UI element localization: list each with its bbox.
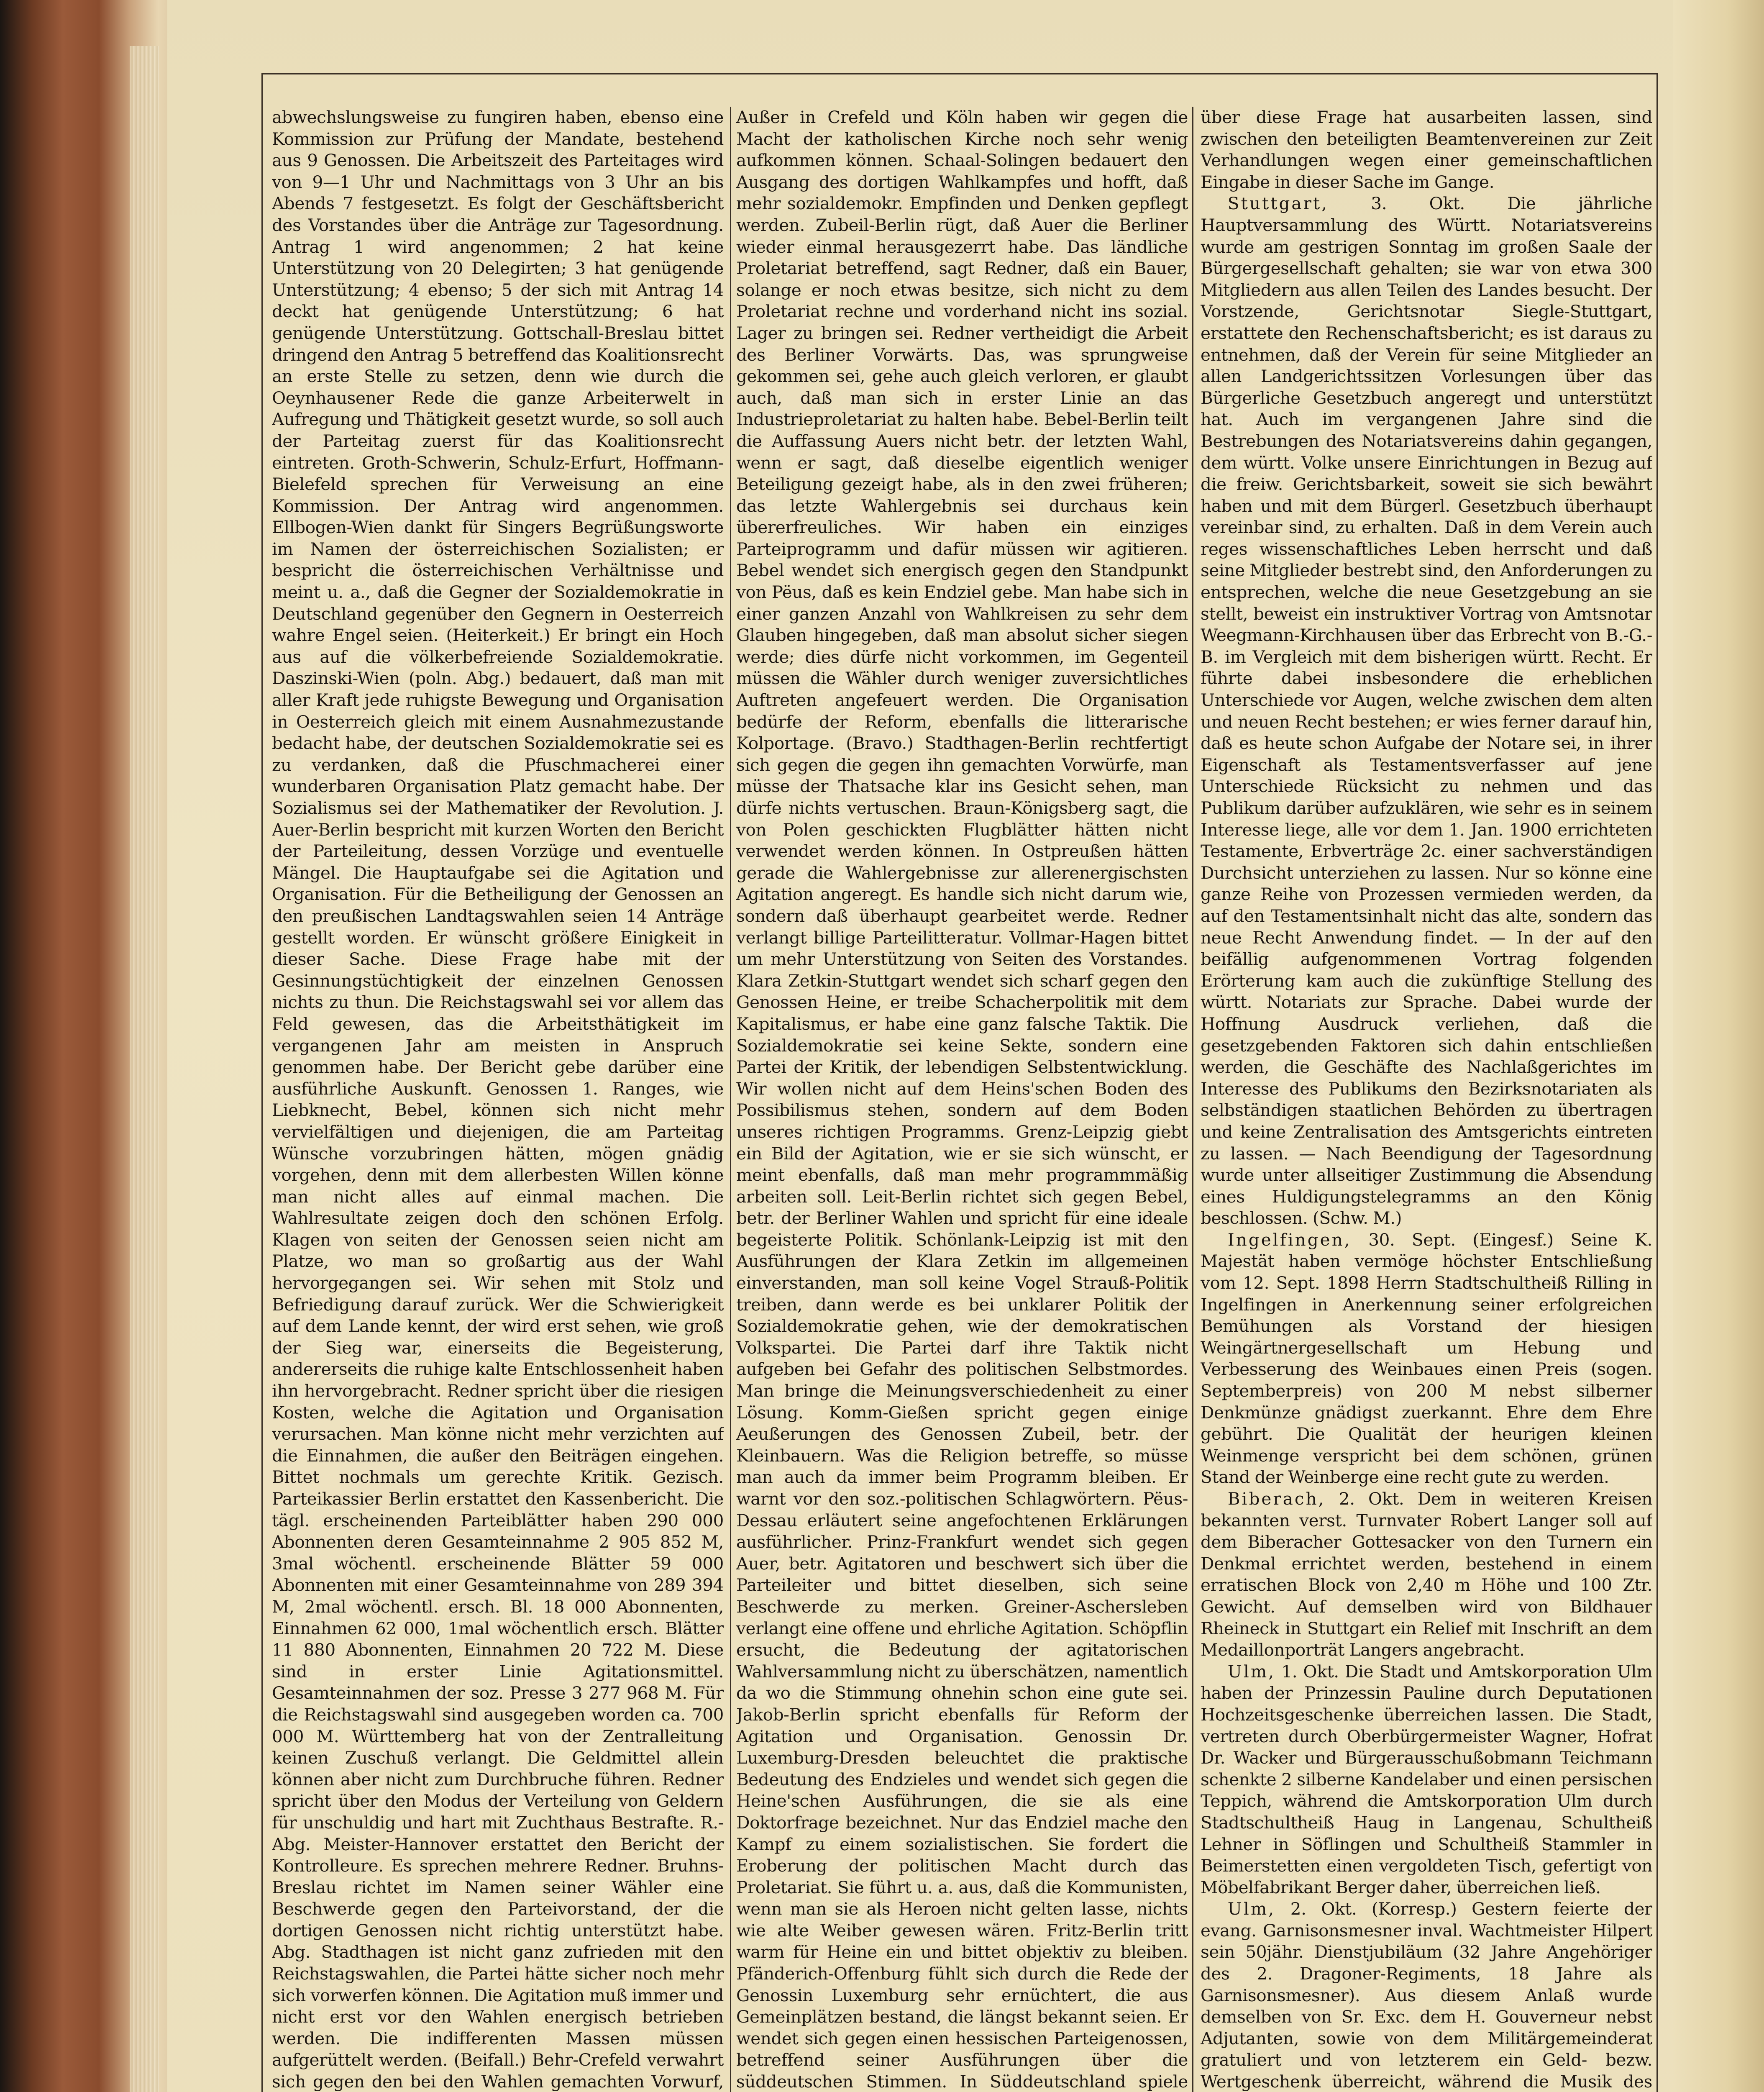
dateline: Biberach, (1227, 1489, 1326, 1509)
paragraph-text: 2. Okt. Dem in weiteren Kreisen bekannten verst. Turnvater Robert Langer soll auf dem Biberacher Gottesacker von den Turnern ein Denkmal errichtet werden, bestehend in einem erratischen Block von 2,40 m Höhe und 100 Ztr. Gewicht. Auf demselben wird von Bildhauer Rheineck in Stuttgart ein Relief mit Inschrift an dem Medaillonporträt Langers angebracht. (1201, 1489, 1652, 1660)
paragraph (736, 107, 1188, 2092)
paragraph-text: Außer in Crefeld und Köln haben wir gegen die Macht der katholischen Kirche noch sehr wenig aufkommen können. Schaal-Solingen bedauert den Ausgang des dortigen Wahlkampfes und hofft, daß mehr sozialdemokr. Empfinden und Denken gepflegt werden. Zubeil-Berlin rügt, daß Auer die Berliner wieder einmal herausgezerrt habe. Das ländliche Proletariat betreffend, sagt Redner, daß ein Bauer, solange er noch etwas besitze, sich nicht zu dem Proletariat rechne und vorderhand nicht ins sozial. Lager zu bringen sei. Redner vertheidigt die Arbeit des Berliner Vorwärts. Das, was sprungweise gekommen sei, gehe auch gleich verloren, er glaubt auch, daß man sich in erster Linie an das Industrieproletariat zu halten habe. Bebel-Berlin teilt die Auffassung Auers nicht betr. der letzten Wahl, wenn er sagt, daß dieselbe eigentlich weniger Beteiligung gezeigt habe, als in den zwei früheren; das letzte Wahlergebnis sei durchaus kein übererfreuliches. Wir haben ein einziges Parteiprogramm und dafür müssen wir agitieren. Bebel wendet sich energisch gegen den Standpunkt von Pëus, daß es kein Endziel gebe. Man habe sich in einer ganzen Anzahl von Wahlkreisen zu sehr dem Glauben hingegeben, daß man absolut sicher siegen werde; dies dürfe nicht vorkommen, im Gegenteil müssen die Wähler durch weniger zuversichtliches Auftreten angefeuert werden. Die Organisation bedürfe der Reform, ebenfalls die litterarische Kolportage. (Bravo.) Stadthagen-Berlin rechtfertigt sich gegen die gegen ihn gemachten Vorwürfe, man müsse der Thatsache klar ins Gesicht sehen, man dürfe nichts vertuschen. Braun-Königsberg sagt, die von Polen geschickten Flugblätter hätten nicht verwendet werden können. In Ostpreußen hätten gerade die Wahlergebnisse zur allerenergischsten Agitation angeregt. Es handle sich nicht darum wie, sondern daß überhaupt gearbeitet werde. Redner verlangt billige Parteilitteratur. Vollmar-Hagen bittet um mehr Unterstützung von Seiten des Vorstandes. Klara Zetkin-Stuttgart wendet sich scharf gegen den Genossen Heine, er treibe Schacherpolitik mit dem Kapitalismus, er habe eine ganz falsche Taktik. Die Sozialdemokratie sei keine Sekte, sondern eine Partei der Kritik, der lebendigen Selbstentwicklung. Wir wollen nicht auf dem Heins'schen Boden des Possibilismus stehen, sondern auf dem Boden unseres richtigen Programms. Grenz-Leipzig giebt ein Bild der Agitation, wie er sie sich wünscht, er meint ebenfalls, daß man mehr programmmäßig arbeiten soll. Leit-Berlin richtet sich gegen Bebel, betr. der Berliner Wahlen und spricht für eine ideale begeisterte Politik. Schönlank-Leipzig ist mit den Ausführungen der Klara Zetkin im allgemeinen einverstanden, man soll keine Vogel Strauß-Politik treiben, dann werde es bei unklarer Politik der Sozialdemokratie gehen, wie der demokratischen Volkspartei. Die Partei darf ihre Taktik nicht aufgeben bei Gefahr des politischen Selbstmordes. Man bringe die Meinungsverschiedenheit zu einer Lösung. Komm-Gießen spricht gegen einige Aeußerungen des Genossen Zubeil, betr. der Kleinbauern. Was die Religion betreffe, so müsse man auch da immer beim Programm bleiben. Er warnt vor den soz.-politischen Schlagwörtern. Pëus-Dessau erläutert seine angefochtenen Erklärungen ausführlicher. Prinz-Frankfurt wendet sich gegen Auer, betr. Agitatoren und beschwert sich über die Parteileiter und bittet dieselben, sich seine Beschwerde zu merken. Greiner-Aschersleben verlangt eine offene und ehrliche Agitation. Schöpflin ersucht, die Bedeutung der agitatorischen Wahlversammlung nicht zu überschätzen, namentlich da wo die Stimmung ohnehin schon eine gute sei. Jakob-Berlin spricht ebenfalls für Reform der Agitation und Organisation. Genossin Dr. Luxemburg-Dresden beleuchtet die praktische Bedeutung des Endzieles und wendet sich gegen die Heine'schen Ausführungen, die sie als eine Doktorfrage bezeichnet. Nur das Endziel mache den Kampf zu einem sozialistischen. Sie fordert die Eroberung der politischen Macht durch das Proletariat. Sie führt u. a. aus, daß die Kommunisten, wenn man sie als Heroen nicht gelten lasse, nichts wie alte Weiber gewesen wären. Fritz-Berlin tritt warm für Heine ein und bittet objektiv zu bleiben. Pfänderich-Offenburg fühlt sich durch die Rede der Genossin Luxemburg sehr ernüchtert, die aus Gemeinplätzen bestand, die längst bekannt seien. Er wendet sich gegen einen hessischen Parteigenossen, betreffend seiner Ausführungen über die süddeutschen Stimmen. In Süddeutschland spiele (736, 107, 1188, 2092)
paragraph (1201, 1488, 1652, 1661)
dateline: Ulm, (1227, 1661, 1276, 1682)
paragraph-text: über diese Frage hat ausarbeiten lassen, sind zwischen den beteiligten Beamtenvereinen zur Zeit Verhandlungen wegen einer gemeinschaftlichen Eingabe in dieser Sache im Gange. (1201, 107, 1652, 192)
dateline: Ulm, (1227, 1899, 1276, 1919)
newspaper-page (167, 0, 1764, 2092)
paragraph-text: abwechslungsweise zu fungiren haben, ebenso eine Kommission zur Prüfung der Mandate, bestehend aus 9 Genossen. Die Arbeitszeit des Parteitages wird von 9—1 Uhr und Nachmittags von 3 Uhr an bis Abends 7 festgesetzt. Es folgt der Geschäftsbericht des Vorstandes über die Anträge zur Tagesordnung. Antrag 1 wird angenommen; 2 hat keine Unterstützung von 20 Delegirten; 3 hat genügende Unterstützung; 4 ebenso; 5 der sich mit Antrag 14 deckt hat genügende Unterstützung; 6 hat genügende Unterstützung. Gottschall-Breslau bittet dringend den Antrag 5 betreffend das Koalitionsrecht an erste Stelle zu setzen, denn wie durch die Oeynhausener Rede die ganze Arbeiterwelt in Aufregung und Thätigkeit gesetzt wurde, so soll auch der Parteitag zuerst für das Koalitionsrecht eintreten. Groth-Schwerin, Schulz-Erfurt, Hoffmann-Bielefeld sprechen für Verweisung an eine Kommission. Der Antrag wird angenommen. Ellbogen-Wien dankt für Singers Begrüßungsworte im Namen der österreichischen Sozialisten; er bespricht die österreichischen Verhältnisse und meint u. a., daß die Gegner der Sozialdemokratie in Deutschland gegenüber den Gegnern in Oesterreich wahre Engel seien. (Heiterkeit.) Er bringt ein Hoch aus auf die völkerbefreiende Sozialdemokratie. Daszinski-Wien (poln. Abg.) bedauert, daß man mit aller Kraft jede ruhigste Bewegung und Organisation in Oesterreich gleich mit einem Ausnahmezustande bedacht habe, der deutschen Sozialdemokratie sei es zu verdanken, daß die Pfuschmacherei einer wunderbaren Organisation Platz gemacht habe. Der Sozialismus sei der Mathematiker der Revolution. J. Auer-Berlin bespricht mit kurzen Worten den Bericht der Parteileitung, dessen Vorzüge und eventuelle Mängel. Die Hauptaufgabe sei die Agitation und Organisation. Für die Betheiligung der Genossen an den preußischen Landtagswahlen seien 14 Anträge gestellt worden. Er wünscht größere Einigkeit in dieser Sache. Diese Frage habe mit der Gesinnungstüchtigkeit der einzelnen Genossen nichts zu thun. Die Reichstagswahl sei vor allem das Feld gewesen, das die Arbeitsthätigkeit im vergangenen Jahr am meisten in Anspruch genommen habe. Der Bericht gebe darüber eine ausführliche Auskunft. Genossen 1. Ranges, wie Liebknecht, Bebel, können sich nicht mehr vervielfältigen und diejenigen, die am Parteitag Wünsche vorzubringen hätten, mögen gnädig vorgehen, denn mit dem allerbesten Willen könne man nicht alles auf einmal machen. Die Wahlresultate zeigen doch den schönen Erfolg. Klagen von seiten der Genossen seien nicht am Platze, wo man so großartig aus der Wahl hervorgegangen sei. Wir sehen mit Stolz und Befriedigung darauf zurück. Wer die Schwierigkeit auf dem Lande kennt, der wird erst sehen, wie groß der Sieg war, einerseits die Begeisterung, andererseits die ruhige kalte Entschlossenheit haben ihn hervorgebracht. Redner spricht über die riesigen Kosten, welche die Agitation und Organisation verursachen. Man könne nicht mehr verzichten auf die Einnahmen, die außer den Beiträgen eingehen. Bittet nochmals um gerechte Kritik. Gezisch. Parteikassier Berlin erstattet den Kassenbericht. Die tägl. erscheinenden Parteiblätter haben 290 000 Abonnenten deren Gesamteinnahme 2 905 852 M, 3mal wöchentl. erscheinende Blätter 59 000 Abonnenten mit einer Gesamteinnahme von 289 394 M, 2mal wöchentl. ersch. Bl. 18 000 Abonnenten, Einnahmen 62 000, 1mal wöchentlich ersch. Blätter 11 880 Abonnenten, Einnahmen 20 722 M. Diese sind in erster Linie Agitationsmittel. Gesamteinnahmen der soz. Presse 3 277 968 M. Für die Reichstagswahl sind ausgegeben worden ca. 700 000 M. Württemberg hat von der Zentralleitung keinen Zuschuß verlangt. Die Geldmittel allein können aber nicht zum Durchbruche führen. Redner spricht über den Modus der Verteilung von Geldern für unschuldig und hart mit Zuchthaus Bestrafte. R.-Abg. Meister-Hannover erstattet den Bericht der Kontrolleure. Es sprechen mehrere Redner. Bruhns-Breslau richtet im Namen seiner Wähler eine Beschwerde gegen den Parteivorstand, der die dortigen Genossen nicht richtig unterstützt habe. Abg. Stadthagen ist nicht ganz zufrieden mit den Reichstagswahlen, die Partei hätte sicher noch mehr sich vorwerfen können. Die Agitation muß immer und nicht erst vor den Wahlen energisch betrieben werden. Die indifferenten Massen müssen aufgerüttelt werden. (Beifall.) Behr-Crefeld verwahrt sich gegen den bei den Wahlen gemachten Vorwurf, (272, 107, 724, 2092)
left-rule (261, 73, 263, 2092)
right-margin (1673, 0, 1764, 2092)
dateline: Ingelfingen, (1227, 1229, 1352, 1250)
column-rule-1 (730, 107, 731, 2092)
paragraph (1201, 1229, 1652, 1488)
paragraph-text: 30. Sept. (Eingesf.) Seine K. Majestät haben vermöge höchster Entschließung vom 12. Sept. 1898 Herrn Stadtschultheiß Rilling in Ingelfingen in Anerkennung seiner erfolgreichen Bemühungen als Vorstand der hiesigen Weingärtnergesellschaft um Hebung und Verbesserung des Weinbaues einen Preis (sogen. Septemberpreis) von 200 M nebst silberner Denkmünze gnädigst zuerkannt. Ehre dem Ehre gebührt. Die Qualität der heurigen kleinen Weinmenge verspricht bei dem schönen, grünen Stand der Weinberge eine recht gute zu werden. (1201, 1229, 1652, 1487)
paragraph-text: 3. Okt. Die jährliche Hauptversammlung des Württ. Notariatsvereins wurde am gestrigen Sonntag im großen Saale der Bürgergesellschaft gehalten; sie war von etwa 300 Mitgliedern aus allen Teilen des Landes besucht. Der Vorstzende, Gerichtsnotar Siegle-Stuttgart, erstattete den Rechenschaftsbericht; es ist daraus zu entnehmen, daß der Verein für seine Mitglieder an allen Landgerichtssitzen Vorlesungen über das Bürgerliche Gesetzbuch angeregt und unterstützt hat. Auch im vergangenen Jahre sind die Bestrebungen des Notariatsvereins dahin gegangen, dem württ. Volke unsere Einrichtungen in Bezug auf die freiw. Gerichtsbarkeit, soweit sie sich bewährt haben und mit dem Bürgerl. Gesetzbuch überhaupt vereinbar sind, zu erhalten. Daß in dem Verein auch reges wissenschaftliches Leben herrscht und daß seine Mitglieder bestrebt sind, den Anforderungen zu entsprechen, welche die neue Gesetzgebung an sie stellt, beweist ein instruktiver Vortrag von Amtsnotar Weegmann-Kirchhausen über das Erbrecht von B.-G.-B. im Vergleich mit dem bisherigen württ. Recht. Er führte dabei insbesondere die erheblichen Unterschiede vor Augen, welche zwischen dem alten und neuen Recht bestehen; er wies ferner darauf hin, daß es heute schon Aufgabe der Notare sei, in ihrer Eigenschaft als Testamentsverfasser auf jene Unterschiede Rücksicht zu nehmen und das Publikum darüber aufzuklären, wie sehr es in seinem Interesse liege, alle vor dem 1. Jan. 1900 errichteten Testamente, Erbverträge 2c. einer sachverständigen Durchsicht unterziehen zu lassen. Nur so könne eine ganze Reihe von Prozessen vermieden werden, da auf den Testamentsinhalt nicht das alte, sondern das neue Recht Anwendung findet. — In der auf den beifällig aufgenommenen Vortrag folgenden Erörterung kam auch die zukünftige Stellung des württ. Notariats zur Sprache. Dabei wurde der Hoffnung Ausdruck verliehen, daß die gesetzgebenden Faktoren sich dahin entschließen werden, die Geschäfte des Nachlaßgerichtes im Interesse des Publikums den Bezirksnotariaten als selbständigen staatlichen Behörden zu übertragen und keine Zentralisation des Amtsgerichts eintreten zu lassen. — Nach Beendigung der Tagesordnung wurde unter allseitiger Zustimmung die Absendung eines Huldigungstelegramms an den König beschlossen. (Schw. M.) (1201, 193, 1652, 1228)
paragraph (272, 107, 724, 2092)
page-edges (130, 46, 159, 2092)
top-rule (261, 73, 1658, 74)
column-3 (1201, 107, 1652, 2092)
column-1 (272, 107, 724, 2092)
paragraph (1201, 1898, 1652, 2092)
dateline: Stuttgart, (1227, 193, 1329, 214)
paragraph-text: 1. Okt. Die Stadt und Amtskorporation Ulm haben der Prinzessin Pauline durch Deputationen Hochzeitsgeschenke überreichen lassen. Die Stadt, vertreten durch Oberbürgermeister Wagner, Hofrat Dr. Wacker und Bürgerausschußobmann Teichmann schenkte 2 silberne Kandelaber und einen persischen Teppich, während die Amtskorporation Ulm durch Stadtschultheiß Haug in Langenau, Schultheiß Lehner in Söflingen und Schultheiß Stammler in Beimerstetten einen vergoldeten Tisch, gefertigt von Möbelfabrikant Berger daher, überreichen ließ. (1201, 1661, 1652, 1897)
paragraph (1201, 107, 1652, 193)
paragraph-text: 2. Okt. (Korresp.) Gestern feierte der evang. Garnisonsmesner inval. Wachtmeister Hilpert sein 50jähr. Dienstjubiläum (32 Jahre Angehöriger des 2. Dragoner-Regiments, 18 Jahre als Garnisonsmesner). Aus diesem Anlaß wurde demselben von Sr. Exc. dem H. Gouverneur nebst Adjutanten, sowie von dem Militärgemeinderat gratuliert und von letzterem ein Geld- bezw. Wertgeschenk überreicht, während die Musik des (1201, 1899, 1652, 2092)
column-rule-2 (1192, 107, 1193, 2092)
column-2 (736, 107, 1188, 2092)
paragraph (1201, 1661, 1652, 1899)
paragraph (1201, 193, 1652, 1229)
right-rule (1656, 73, 1658, 2092)
